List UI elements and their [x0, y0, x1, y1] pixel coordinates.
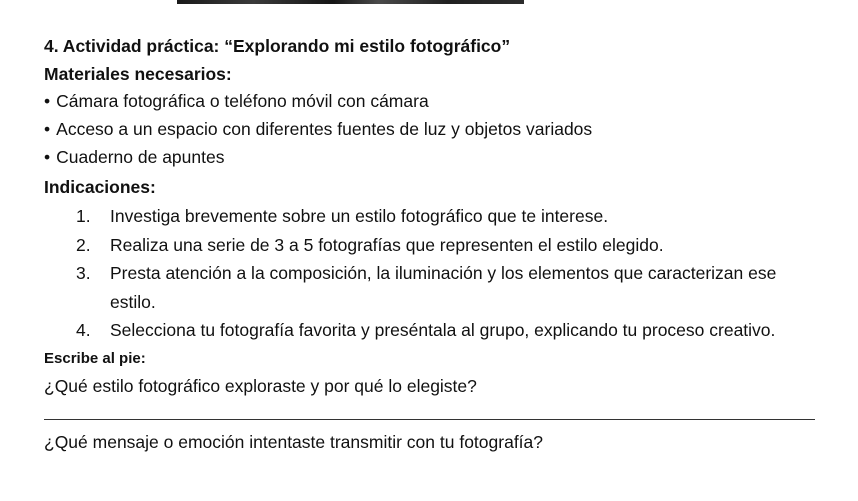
materials-item [44, 143, 824, 171]
step-number: 4. [76, 320, 91, 340]
activity-title: 4. Actividad práctica: “Explorando mi estilo fotográfico” [44, 36, 511, 56]
step-number: 2. [76, 234, 91, 255]
step-text: Realiza una serie de 3 a 5 fotografías que representen el estilo elegido. [110, 234, 664, 255]
photo-image-edge [177, 0, 524, 4]
step-text: Investiga brevemente sobre un estilo fotográfico que te interese. [110, 206, 609, 226]
worksheet [44, 34, 824, 457]
instruction-step [44, 316, 824, 345]
materials-item [44, 87, 824, 115]
bullet-icon: • [44, 119, 51, 139]
instruction-step [44, 259, 824, 316]
materials-list [44, 87, 824, 171]
step-number: 1. [76, 206, 91, 226]
step-text: Presta atención a la composición, la iluminación y los elementos que caracterizan ese estilo. [110, 263, 777, 312]
instructions-list [44, 202, 824, 345]
step-text: Selecciona tu fotografía favorita y preséntala al grupo, explicando tu proceso creativo. [110, 320, 776, 340]
step-number: 3. [76, 263, 91, 283]
bullet-icon: • [44, 147, 51, 167]
question-2: ¿Qué mensaje o emoción intentaste transmitir con tu fotografía? [44, 431, 544, 452]
materials-item [44, 115, 824, 143]
answer-line[interactable] [44, 401, 815, 420]
instruction-step [44, 231, 824, 260]
footer-heading: Escribe al pie: [44, 349, 146, 367]
materials-item-text: Cámara fotográfica o teléfono móvil con cámara [56, 91, 429, 111]
instruction-step [44, 202, 824, 231]
bullet-icon: • [44, 91, 51, 111]
materials-item-text: Acceso a un espacio con diferentes fuentes de luz y objetos variados [56, 119, 593, 139]
materials-heading: Materiales necesarios: [44, 64, 232, 84]
question-1: ¿Qué estilo fotográfico exploraste y por qué lo elegiste? [44, 375, 477, 396]
materials-item-text: Cuaderno de apuntes [56, 147, 225, 167]
instructions-heading: Indicaciones: [44, 177, 156, 197]
